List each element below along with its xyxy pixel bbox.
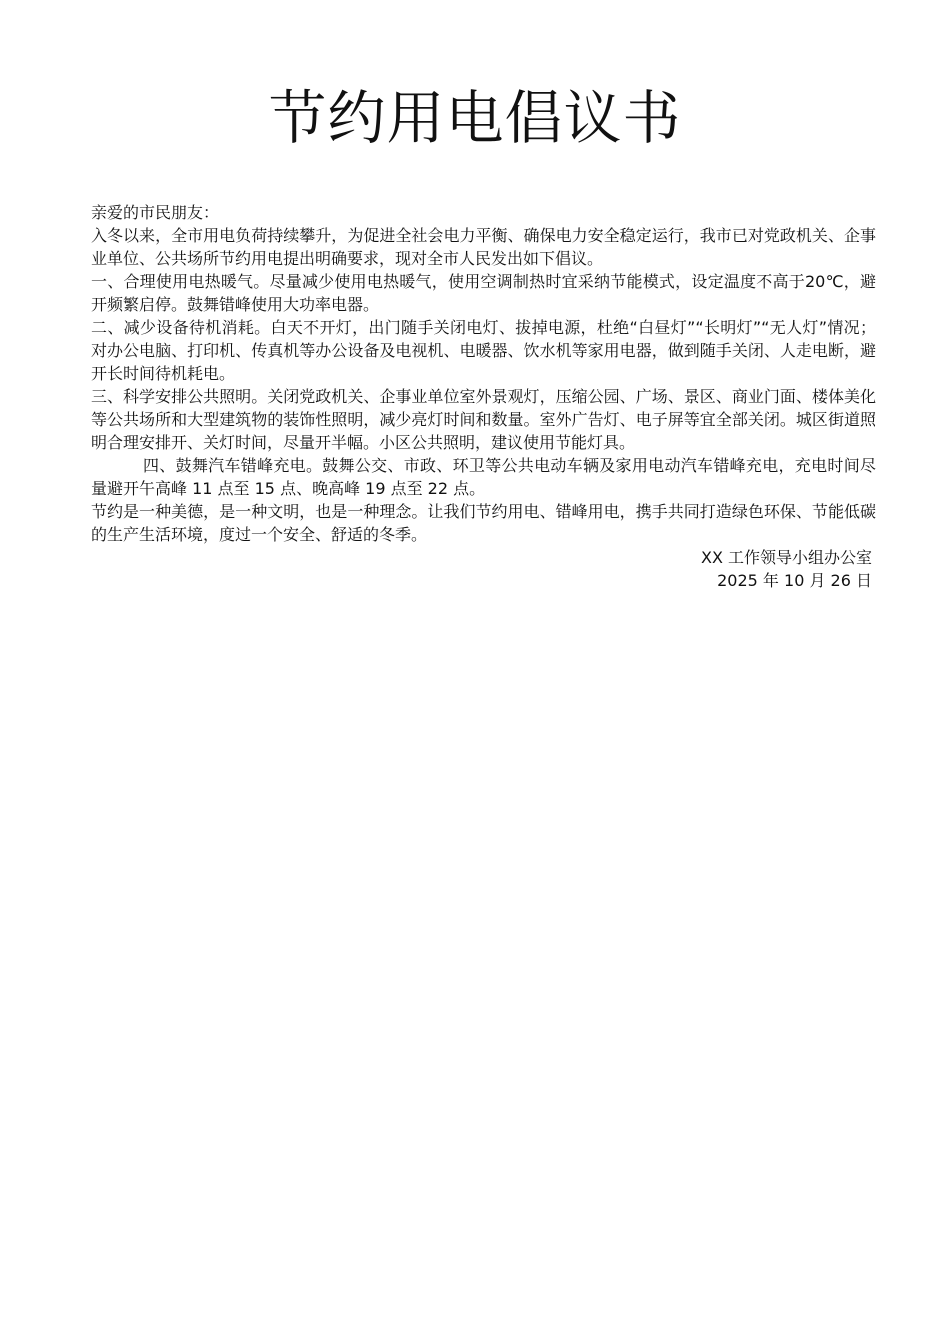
- paragraph-intro: 入冬以来，全市用电负荷持续攀升，为促进全社会电力平衡、确保电力安全稳定运行，我市已对党政机关、企事业单位、公共场所节约用电提出明确要求，现对全市人民发出如下倡议。: [91, 226, 876, 268]
- document-title: 节约用电倡议书: [268, 84, 682, 152]
- paragraph-closing: 节约是一种美德，是一种文明，也是一种理念。让我们节约用电、错峰用电，携手共同打造绿色环保、节能低碳的生产生活环境，度过一个安全、舒适的冬季。: [91, 502, 876, 544]
- paragraph-item-2: 二、减少设备待机消耗。白天不开灯，出门随手关闭电灯、拔掉电源，杜绝“白昼灯”“长明灯”“无人灯”情况；对办公电脑、打印机、传真机等办公设备及电视机、电暖器、饮水机等家用电器，做到随手关闭、人走电断，避开长时间待机耗电。: [91, 318, 876, 383]
- date: 2025 年 10 月 26 日: [717, 571, 872, 590]
- paragraph-item-1: 一、合理使用电热暖气。尽量减少使用电热暖气，使用空调制热时宜采纳节能模式，设定温度不高于20℃，避开频繁启停。鼓舞错峰使用大功率电器。: [91, 272, 876, 314]
- salutation: 亲爱的市民朋友：: [91, 203, 220, 222]
- paragraph-item-4: 四、鼓舞汽车错峰充电。鼓舞公交、市政、环卫等公共电动车辆及家用电动汽车错峰充电，充电时间尽量避开午高峰 11 点至 15 点、晚高峰 19 点至 22 点。: [91, 456, 876, 498]
- paragraph-item-3: 三、科学安排公共照明。关闭党政机关、企事业单位室外景观灯，压缩公园、广场、景区、商业门面、楼体美化等公共场所和大型建筑物的装饰性照明，减少亮灯时间和数量。室外广告灯、电子屏等宜全部关闭。城区街道照明合理安排开、关灯时间，尽量开半幅。小区公共照明，建议使用节能灯具。: [91, 387, 876, 452]
- signature: XX 工作领导小组办公室: [700, 548, 872, 567]
- document-body: [91, 201, 876, 592]
